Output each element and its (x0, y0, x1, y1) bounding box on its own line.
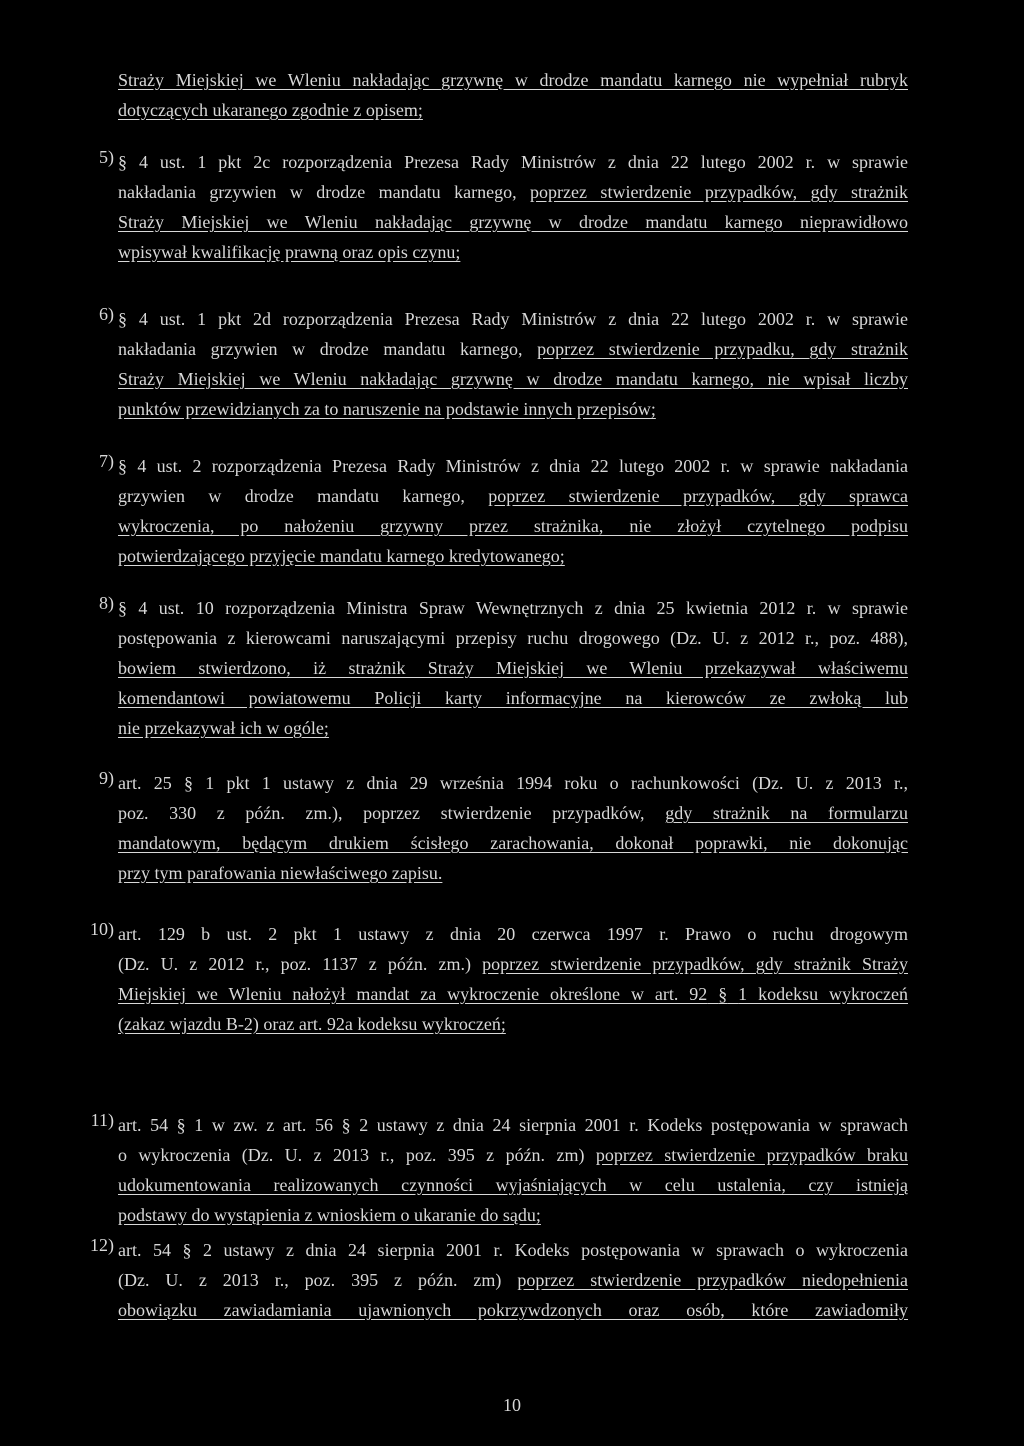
underlined-segment: poprzez stwierdzenie przypadków, gdy strażnik Straży (482, 954, 908, 974)
section-sign: § (183, 773, 193, 793)
text-segment: o wykroczenia (Dz. U. z 2013 r., poz. 395 z późn. zm) (118, 1145, 585, 1165)
text-line (118, 798, 908, 828)
item-number: 5) (99, 147, 114, 167)
text-line (118, 979, 908, 1009)
text-segment: art. 25 (118, 773, 172, 793)
section-sign: § (718, 984, 728, 1004)
text-line: Straży Miejskiej we Wleniu nakładając grzywnę w drodze mandatu karnego, nie wpisał liczby (118, 369, 908, 389)
text-line (118, 451, 908, 481)
text-line: nie przekazywał ich w ogóle; (118, 718, 329, 738)
section-sign: § (118, 309, 127, 329)
text-line: komendantowi powiatowemu Policji karty informacyjne na kierowców ze zwłoką lub (118, 688, 908, 708)
text-segment: (Dz. U. z 2012 r., poz. 1137 z późn. zm.) (118, 954, 471, 974)
text-line (118, 949, 908, 979)
text-segment: 1 kodeksu wykroczeń (738, 984, 908, 1004)
text-segment: nakładania grzywien w drodze mandatu karnego, (118, 182, 517, 202)
page-number: 10 (503, 1395, 521, 1415)
text-segment: (Dz. U. z 2013 r., poz. 395 z późn. zm) (118, 1270, 502, 1290)
underlined-segment: gdy strażnik na formularzu (665, 803, 908, 823)
underlined-segment: poprzez stwierdzenie przypadku, gdy strażnik (537, 339, 908, 359)
text-line: mandatowym, będącym drukiem ścisłego zarachowania, dokonał poprawki, nie dokonując (118, 833, 908, 853)
underlined-segment: poprzez stwierdzenie przypadków niedopełnienia (517, 1270, 908, 1290)
text-segment: art. 54 (118, 1240, 171, 1260)
text-line (118, 481, 908, 511)
text-line (118, 1235, 908, 1265)
text-line: potwierdzającego przyjęcie mandatu karnego kredytowanego; (118, 546, 565, 566)
text-segment: 4 ust. 1 pkt 2c rozporządzenia Prezesa Rady Ministrów z dnia 22 lutego 2002 r. w sprawie (138, 152, 908, 172)
text-line: bowiem stwierdzono, iż strażnik Straży Miejskiej we Wleniu przekazywał właściwemu (118, 658, 908, 678)
text-line (118, 304, 908, 334)
item-number: 10) (90, 919, 114, 939)
text-line: postępowania z kierowcami naruszającymi przepisy ruchu drogowego (Dz. U. z 2012 r., poz. 488), (118, 628, 908, 648)
item-number: 7) (99, 451, 114, 471)
text-line: dotyczących ukaranego zgodnie z opisem; (118, 100, 423, 120)
text-line (118, 1265, 908, 1295)
text-segment: poz. 330 z późn. zm.), poprzez stwierdzenie przypadków, (118, 803, 645, 823)
text-segment: 2 ustawy z dnia 24 sierpnia 2001 r. Kodeks postępowania w sprawach (359, 1115, 908, 1135)
text-segment: 4 ust. 10 rozporządzenia Ministra Spraw Wewnętrznych z dnia 25 kwietnia 2012 r. w sprawie (138, 598, 908, 618)
text-line (118, 1110, 908, 1140)
text-line (118, 593, 908, 623)
text-line (118, 768, 908, 798)
section-sign: § (182, 1240, 192, 1260)
section-sign: § (341, 1115, 351, 1135)
text-segment: Miejskiej we Wleniu nałożył mandat za wykroczenie określone w art. 92 (118, 984, 708, 1004)
section-sign: § (118, 598, 127, 618)
text-segment: nakładania grzywien w drodze mandatu karnego, (118, 339, 523, 359)
text-line: art. 129 b ust. 2 pkt 1 ustawy z dnia 20 czerwca 1997 r. Prawo o ruchu drogowym (118, 924, 908, 944)
text-segment: grzywien w drodze mandatu karnego, (118, 486, 465, 506)
text-line: wpisywał kwalifikację prawną oraz opis czynu; (118, 242, 461, 262)
text-line: Straży Miejskiej we Wleniu nakładając grzywnę w drodze mandatu karnego nieprawidłowo (118, 212, 908, 232)
underlined-segment: poprzez stwierdzenie przypadków, gdy sprawca (488, 486, 908, 506)
item-number: 12) (90, 1235, 114, 1255)
section-sign: § (176, 1115, 186, 1135)
text-line: (zakaz wjazdu B-2) oraz art. 92a kodeksu wykroczeń; (118, 1014, 506, 1034)
item-number: 11) (90, 1110, 114, 1130)
text-line: punktów przewidzianych za to naruszenie na podstawie innych przepisów; (118, 399, 656, 419)
text-line: przy tym parafowania niewłaściwego zapisu. (118, 863, 443, 883)
text-line (118, 177, 908, 207)
text-line: podstawy do wystąpienia z wnioskiem o ukaranie do sądu; (118, 1205, 541, 1225)
text-line: udokumentowania realizowanych czynności wyjaśniających w celu ustalenia, czy istnieją (118, 1175, 908, 1195)
text-line: obowiązku zawiadamiania ujawnionych pokrzywdzonych oraz osób, które zawiadomiły (118, 1300, 908, 1320)
text-segment: 4 ust. 2 rozporządzenia Prezesa Rady Ministrów z dnia 22 lutego 2002 r. w sprawie nakładania (137, 456, 908, 476)
text-segment: 1 pkt 1 ustawy z dnia 29 września 1994 roku o rachunkowości (Dz. U. z 2013 r., (205, 773, 908, 793)
text-line (118, 334, 908, 364)
text-segment: 4 ust. 1 pkt 2d rozporządzenia Prezesa Rady Ministrów z dnia 22 lutego 2002 r. w sprawie (138, 309, 908, 329)
item-number: 8) (99, 593, 114, 613)
text-line: wykroczenia, po nałożeniu grzywny przez strażnika, nie złożył czytelnego podpisu (118, 516, 908, 536)
section-sign: § (118, 152, 127, 172)
text-line (118, 1140, 908, 1170)
section-sign: § (118, 456, 127, 476)
text-segment: 1 w zw. z art. 56 (194, 1115, 333, 1135)
item-number: 9) (99, 768, 114, 788)
text-line (118, 147, 908, 177)
underlined-segment: poprzez stwierdzenie przypadków, gdy strażnik (530, 182, 908, 202)
underlined-segment: poprzez stwierdzenie przypadków braku (595, 1145, 908, 1165)
text-line: Straży Miejskiej we Wleniu nakładając grzywnę w drodze mandatu karnego nie wypełniał rubryk (118, 70, 908, 90)
item-number: 6) (99, 304, 114, 324)
text-segment: 2 ustawy z dnia 24 sierpnia 2001 r. Kodeks postępowania w sprawach o wykroczenia (203, 1240, 908, 1260)
text-segment: art. 54 (118, 1115, 169, 1135)
